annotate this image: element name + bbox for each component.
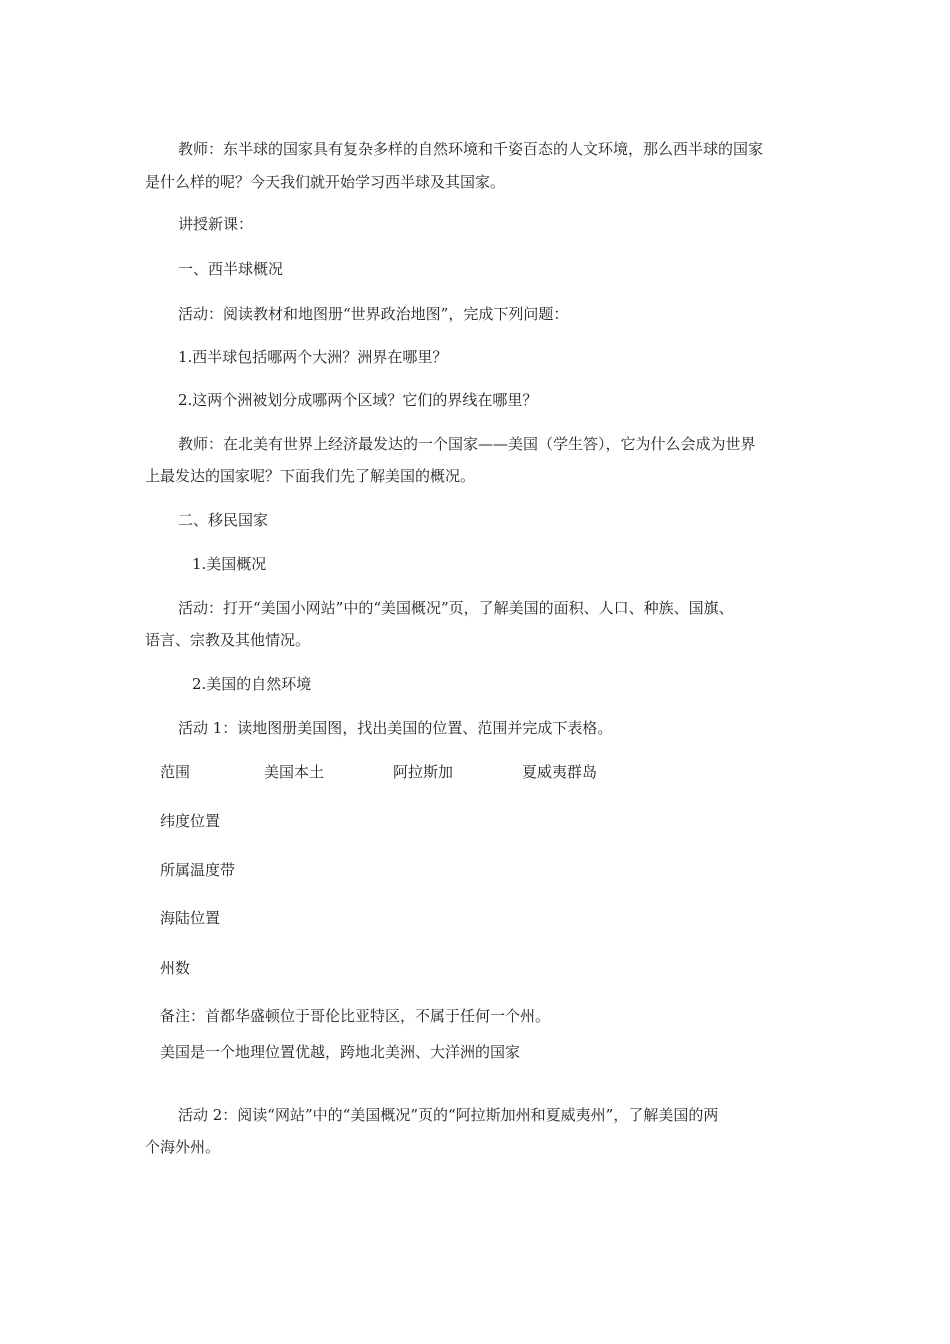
note-paragraph: 备注：首都华盛顿位于哥伦比亚特区，不属于任何一个州。 bbox=[160, 1007, 551, 1025]
activity-2-paragraph-line1: 活动 2：阅读“网站”中的“美国概况”页的“阿拉斯加州和夏威夷州”，了解美国的两 bbox=[178, 1106, 719, 1124]
table-header-hawaii: 夏威夷群岛 bbox=[522, 763, 598, 781]
teacher-paragraph-line2: 上最发达的国家呢？下面我们先了解美国的概况。 bbox=[145, 467, 476, 485]
table-header-mainland: 美国本土 bbox=[264, 763, 325, 781]
table-row-land-sea-position: 海陆位置 bbox=[160, 909, 221, 927]
subsection-1-heading: 1.美国概况 bbox=[192, 555, 267, 573]
table-row-temperature-zone: 所属温度带 bbox=[160, 861, 236, 879]
question-1: 1.西半球包括哪两个大洲？洲界在哪里？ bbox=[178, 348, 448, 366]
activity-1-paragraph: 活动 1：读地图册美国图，找出美国的位置、范围并完成下表格。 bbox=[178, 719, 613, 737]
section2-heading: 二、移民国家 bbox=[178, 511, 269, 529]
table-row-latitude: 纬度位置 bbox=[160, 812, 221, 830]
table-header-alaska: 阿拉斯加 bbox=[393, 763, 454, 781]
activity-open-paragraph-line1: 活动：打开“美国小网站”中的“美国概况”页，了解美国的面积、人口、种族、国旗、 bbox=[178, 599, 734, 617]
subsection-2-heading: 2.美国的自然环境 bbox=[192, 675, 312, 693]
section1-heading: 一、西半球概况 bbox=[178, 260, 284, 278]
activity-2-paragraph-line2: 个海外州。 bbox=[145, 1138, 221, 1156]
new-lesson-heading: 讲授新课： bbox=[178, 215, 254, 233]
summary-paragraph: 美国是一个地理位置优越，跨地北美洲、大洋洲的国家 bbox=[160, 1043, 521, 1061]
intro-paragraph-line1: 教师：东半球的国家具有复杂多样的自然环境和千姿百态的人文环境，那么西半球的国家 bbox=[178, 140, 764, 158]
table-row-state-count: 州数 bbox=[160, 959, 191, 977]
activity-read-paragraph: 活动：阅读教材和地图册“世界政治地图”，完成下列问题： bbox=[178, 305, 569, 323]
table-header-range: 范围 bbox=[160, 763, 191, 781]
intro-paragraph-line2: 是什么样的呢？今天我们就开始学习西半球及其国家。 bbox=[145, 173, 506, 191]
question-2: 2.这两个洲被划分成哪两个区域？它们的界线在哪里？ bbox=[178, 391, 538, 409]
teacher-paragraph-line1: 教师：在北美有世界上经济最发达的一个国家——美国（学生答），它为什么会成为世界 bbox=[178, 435, 756, 453]
activity-open-paragraph-line2: 语言、宗教及其他情况。 bbox=[145, 631, 311, 649]
